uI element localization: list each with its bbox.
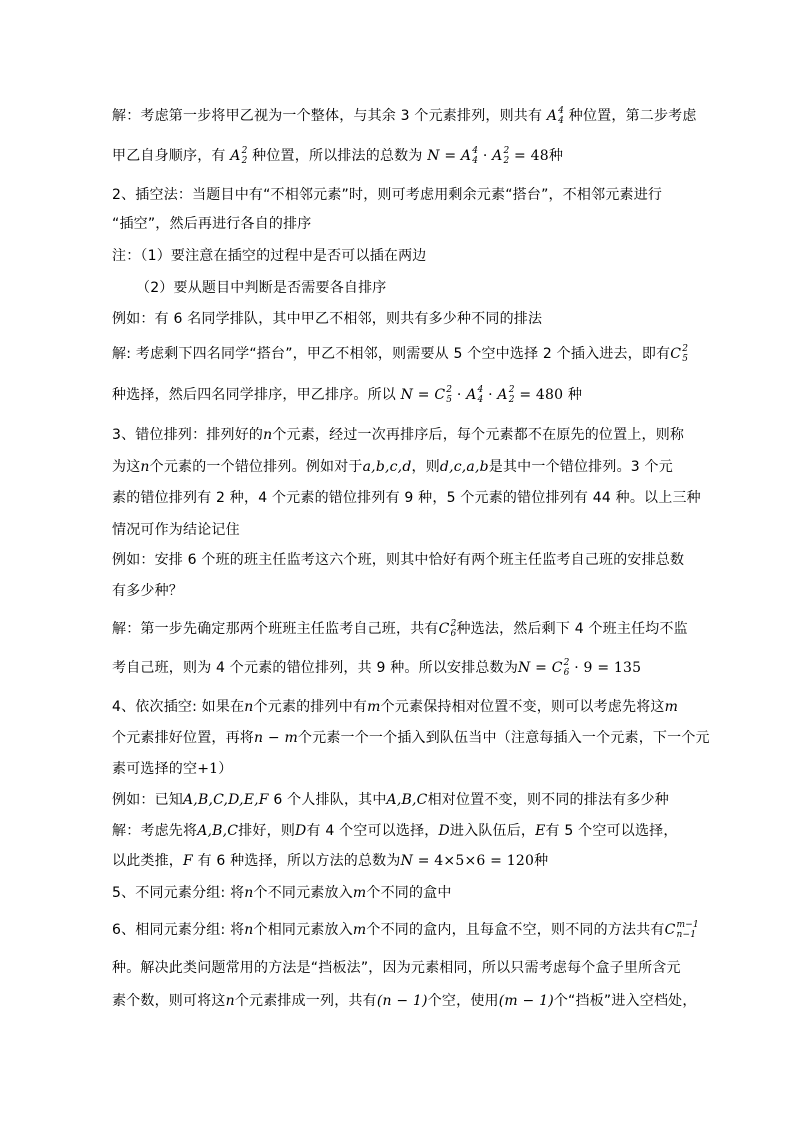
solution-line: 解: 考虑剩下四名同学“搭台”，甲乙不相邻，则需要从 5 个空中选择 2 个插入进去，即有C 2 5 bbox=[112, 344, 689, 364]
formula-C-n1-m1: C m−1 n−1 bbox=[664, 920, 699, 940]
solution-line-1: 解：考虑第一步将甲乙视为一个整体，与其余 3 个元素排列，则共有 A 4 4 种位置，第二步考虑 bbox=[112, 106, 697, 126]
paragraph-line: 情况可作为结论记住 bbox=[112, 522, 240, 538]
solution-line: 解：第一步先确定那两个班班主任监考自己班，共有C 2 6 种选法，然后剩下 4 个班主任均不监 bbox=[112, 619, 688, 639]
note-line-2: （2）要从题目中判断是否需要各自排序 bbox=[136, 280, 387, 296]
paragraph-line: “插空”，然后再进行各自的排序 bbox=[112, 216, 312, 232]
formula-total-480: N = C 2 5 · A 4 4 · A 2 2 = 480 bbox=[400, 385, 564, 405]
formula-A22: A 2 2 bbox=[230, 146, 248, 166]
formula-C62: C 2 6 bbox=[438, 619, 457, 639]
paragraph-line: 为这n个元素的一个错位排列。例如对于a,b,c,d，则d,c,a,b是其中一个错位排列。3 个元 bbox=[112, 459, 673, 475]
example-line: 例如：已知A,B,C,D,E,F 6 个人排队，其中A,B,C相对位置不变，则不同的排法有多少种 bbox=[112, 792, 669, 808]
paragraph-line: 种。解决此类问题常用的方法是“挡板法”，因为元素相同，所以只需考虑每个盒子里所含元 bbox=[112, 960, 681, 976]
formula-C52: C 2 5 bbox=[670, 344, 689, 364]
section-heading-distinct-grouping: 5、不同元素分组: 将n个不同元素放入m个不同的盒中 bbox=[112, 885, 452, 901]
section-heading-insertion: 2、插空法：当题目中有“不相邻元素”时，则可考虑用剩余元素“搭台”，不相邻元素进行 bbox=[112, 187, 663, 203]
solution-line: 解：考虑先将A,B,C排好，则D有 4 个空可以选择，D进入队伍后，E有 5 个空可以选择， bbox=[112, 823, 678, 839]
formula-total-120: N = 4×5×6 = 120 bbox=[400, 853, 535, 869]
paragraph-line: 个元素排好位置，再将n − m个元素一个一个插入到队伍当中（注意每插入一个元素，下一个元 bbox=[112, 730, 710, 746]
section-heading-identical-grouping: 6、相同元素分组: 将n个相同元素放入m个不同的盒内，且每盒不空，则不同的方法共有C m−1 n−1 bbox=[112, 920, 699, 940]
section-heading-sequential-insertion: 4、依次插空: 如果在n个元素的排列中有m个元素保持相对位置不变，则可以考虑先将这m bbox=[112, 699, 679, 715]
paragraph-line: 素可选择的空+1） bbox=[112, 761, 233, 777]
example-line: 例如：安排 6 个班的班主任监考这六个班，则其中恰好有两个班主任监考自己班的安排总数 bbox=[112, 552, 685, 568]
note-line-1: 注：（1）要注意在插空的过程中是否可以插在两边 bbox=[112, 248, 427, 264]
formula-total-135: N = C 2 6 · 9 = 135 bbox=[518, 658, 642, 678]
paragraph-line: 素的错位排列有 2 种，4 个元素的错位排列有 9 种，5 个元素的错位排列有 44 种。以上三种 bbox=[112, 490, 701, 506]
paragraph-line: 素个数，则可将这n个元素排成一列，共有(n − 1)个空，使用(m − 1)个“挡板”进入空档处， bbox=[112, 993, 697, 1009]
solution-line: 种选择，然后四名同学排序，甲乙排序。所以 N = C 2 5 · A 4 4 · A 2 2 = 480 种 bbox=[112, 385, 583, 405]
solution-line: 考自己班，则为 4 个元素的错位排列，共 9 种。所以安排总数为N = C 2 6 · 9 = 135 bbox=[112, 658, 642, 678]
section-heading-derangement: 3、错位排列：排列好的n个元素，经过一次再排序后，每个元素都不在原先的位置上，则称 bbox=[112, 427, 685, 443]
example-line: 有多少种？ bbox=[112, 583, 183, 599]
formula-A44: A 4 4 bbox=[546, 106, 565, 126]
formula-total-48: N = A 4 4 · A 2 2 = 48 bbox=[427, 146, 549, 166]
solution-line-2: 甲乙自身顺序，有 A 2 2 种位置，所以排法的总数为 N = A 4 4 · A 2 2 = 48种 bbox=[112, 146, 564, 166]
example-line: 例如：有 6 名同学排队，其中甲乙不相邻，则共有多少种不同的排法 bbox=[112, 311, 543, 327]
solution-line: 以此类推，F 有 6 种选择，所以方法的总数为N = 4×5×6 = 120种 bbox=[112, 853, 549, 869]
